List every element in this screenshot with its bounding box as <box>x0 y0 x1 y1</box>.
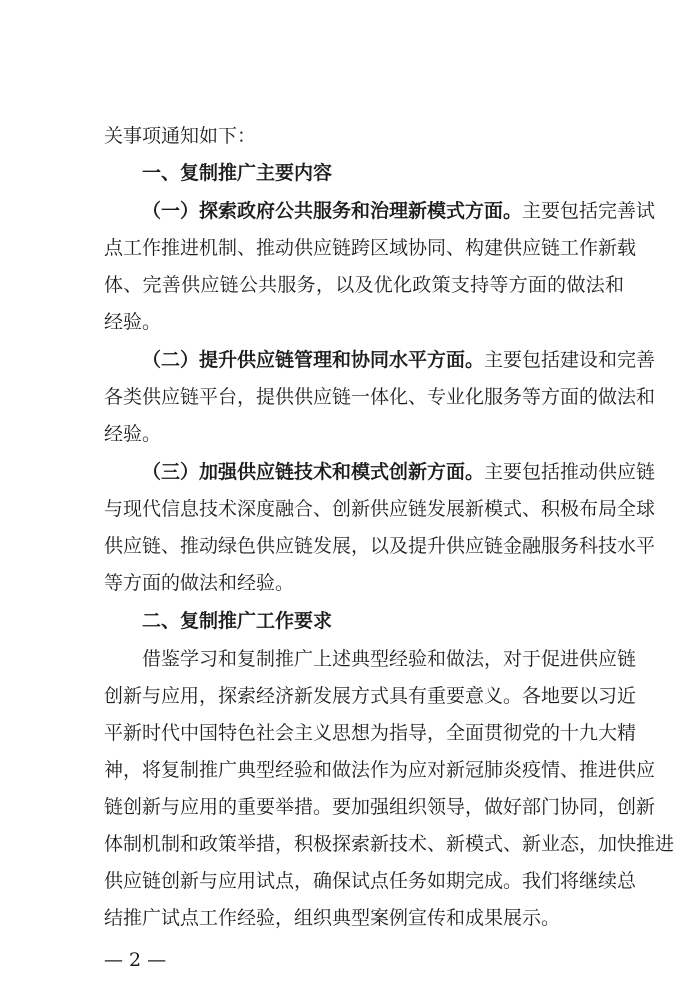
subheading-2: （二）提升供应链管理和协同水平方面。 <box>142 349 485 371</box>
paragraph-2-line-3: 经验。 <box>104 423 162 445</box>
subheading-3: （三）加强供应链技术和模式创新方面。 <box>142 461 485 483</box>
paragraph-4-line-4: 神，将复制推广典型经验和做法作为应对新冠肺炎疫情、推进供应 <box>104 759 656 781</box>
paragraph-4-line-6: 体制机制和政策举措，积极探索新技术、新模式、新业态，加快推进 <box>104 833 675 855</box>
page-number: — 2 — <box>104 949 167 971</box>
paragraph-3-line-3: 供应链、推动绿色供应链发展，以及提升供应链金融服务科技水平 <box>104 535 656 557</box>
paragraph-3-line-4: 等方面的做法和经验。 <box>104 572 295 594</box>
paragraph-4-line-8: 结推广试点工作经验，组织典型案例宣传和成果展示。 <box>104 907 561 929</box>
paragraph-1-line-2: 点工作推进机制、推动供应链跨区域协同、构建供应链工作新载 <box>104 237 637 259</box>
paragraph-4-line-5: 链创新与应用的重要举措。要加强组织领导，做好部门协同，创新 <box>104 796 656 818</box>
subheading-1: （一）探索政府公共服务和治理新模式方面。 <box>142 200 523 222</box>
paragraph-3-line-2: 与现代信息技术深度融合、创新供应链发展新模式、积极布局全球 <box>104 498 656 520</box>
paragraph-1-line-1: （一）探索政府公共服务和治理新模式方面。主要包括完善试 <box>142 200 656 222</box>
intro-line: 关事项通知如下： <box>104 125 257 147</box>
section-heading-1: 一、复制推广主要内容 <box>142 162 333 184</box>
paragraph-2-line-2: 各类供应链平台，提供供应链一体化、专业化服务等方面的做法和 <box>104 386 656 408</box>
paragraph-3-line-1: （三）加强供应链技术和模式创新方面。主要包括推动供应链 <box>142 461 656 483</box>
paragraph-4-line-2: 创新与应用，探索经济新发展方式具有重要意义。各地要以习近 <box>104 685 637 707</box>
paragraph-1-line-3: 体、完善供应链公共服务，以及优化政策支持等方面的做法和 <box>104 274 624 296</box>
section-heading-2: 二、复制推广工作要求 <box>142 610 333 632</box>
paragraph-4-line-7: 供应链创新与应用试点，确保试点任务如期完成。我们将继续总 <box>104 870 637 892</box>
paragraph-2-line-1: （二）提升供应链管理和协同水平方面。主要包括建设和完善 <box>142 349 656 371</box>
paragraph-4-line-3: 平新时代中国特色社会主义思想为指导，全面贯彻党的十九大精 <box>104 722 637 744</box>
paragraph-1-line-4: 经验。 <box>104 311 162 333</box>
paragraph-4-line-1: 借鉴学习和复制推广上述典型经验和做法，对于促进供应链 <box>142 648 637 670</box>
